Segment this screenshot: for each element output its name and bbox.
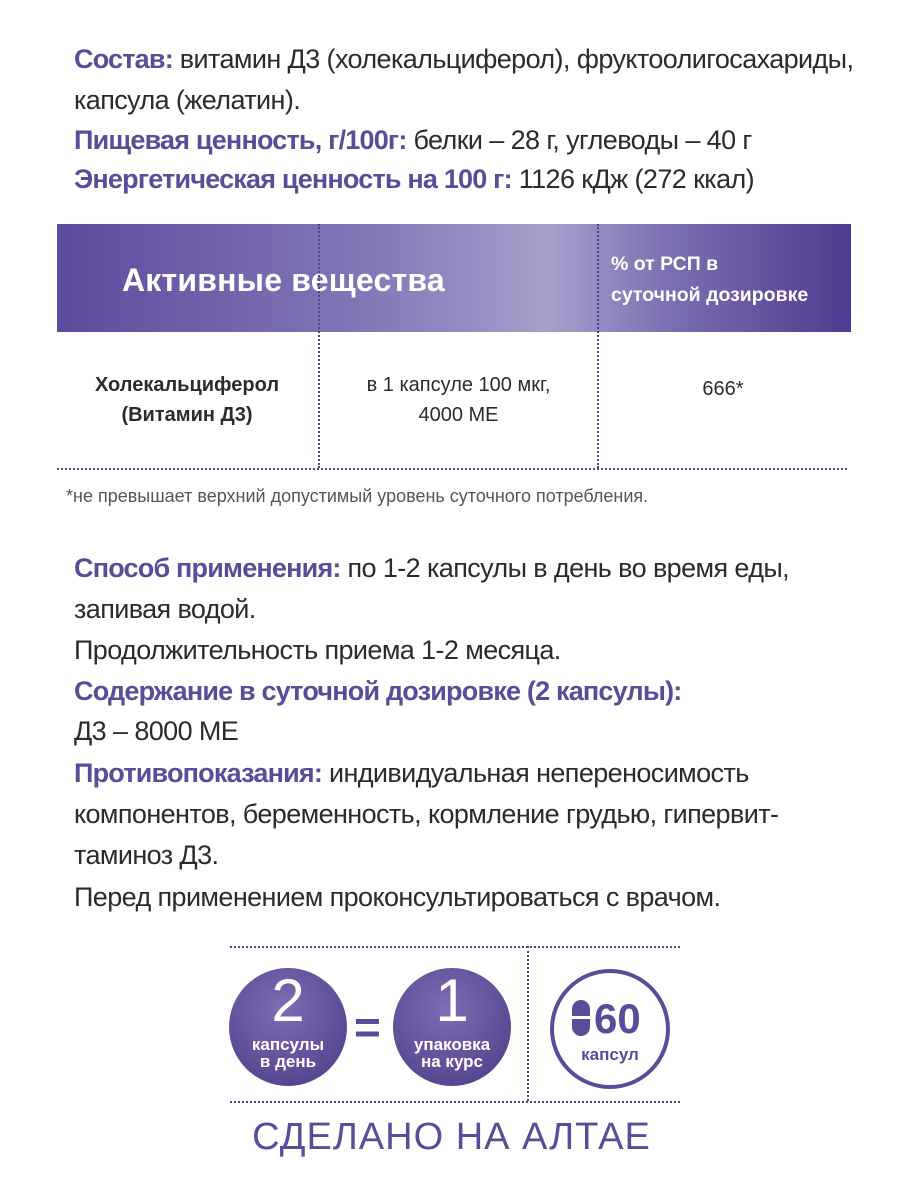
contra-text-2: компонентов, беременность, кормление грудью, гипервит- <box>74 799 779 829</box>
composition-label: Состав: <box>74 44 173 74</box>
table-header-pct-line-1: % от РСП в <box>611 253 719 275</box>
table-footnote: *не превышает верхний допустимый уровень суточного потребления. <box>66 486 649 506</box>
daily-label: Содержание в суточной дозировке (2 капсулы): <box>74 676 682 706</box>
table-divider-1 <box>318 224 320 468</box>
energy-line <box>74 162 754 196</box>
energy-label: Энергетическая ценность на 100 г: <box>74 164 512 194</box>
contra-text-3: таминоз Д3. <box>74 840 219 870</box>
table-header-band <box>57 224 851 332</box>
equals-sign: = <box>354 1001 381 1053</box>
composition-text-1: витамин Д3 (холекальциферол), фруктоолигосахариды, <box>172 44 854 74</box>
daily-value: Д3 – 8000 МЕ <box>74 716 239 746</box>
capsule-icon <box>572 1000 590 1036</box>
table-cell-name-line-1: Холекальциферол <box>94 374 280 396</box>
table-bottom-divider <box>57 468 847 470</box>
table-cell-amount-line-1: в 1 капсуле 100 мкг, <box>366 374 551 396</box>
nutrition-text: белки – 28 г, углеводы – 40 г <box>406 125 752 155</box>
table-cell-amount-line-2: 4000 МЕ <box>418 404 499 426</box>
table-cell-pct: 666* <box>702 378 744 400</box>
capsule-count-text: капсул <box>581 1045 639 1064</box>
capsule-count-badge <box>550 969 670 1089</box>
table-header-active: Активные вещества <box>122 262 445 298</box>
usage-duration: Продолжительность приема 1-2 месяца. <box>74 635 561 665</box>
contra-text-1: индивидуальная непереносимость <box>322 758 749 788</box>
energy-text: 1126 кДж (272 ккал) <box>511 164 755 194</box>
badges-top-divider <box>230 946 680 948</box>
composition-line-1 <box>74 42 853 76</box>
table-divider-2 <box>597 224 599 468</box>
capsules-per-day-badge <box>229 968 347 1086</box>
table-header-pct <box>611 249 808 311</box>
nutrition-line <box>74 123 752 157</box>
usage-text-2: запивая водой. <box>74 594 256 624</box>
contra-label: Противопоказания: <box>74 758 323 788</box>
usage-line-1 <box>74 551 789 585</box>
table-header-pct-line-2: суточной дозировке <box>611 284 809 306</box>
pack-per-course-number: 1 <box>435 967 469 1034</box>
table-cell-name-line-2: (Витамин Д3) <box>121 404 253 426</box>
badges-bottom-divider <box>230 1101 680 1103</box>
pack-per-course-text: упаковка на курс <box>413 1035 491 1071</box>
contra-consult: Перед применением проконсультироваться с врачом. <box>74 882 721 912</box>
nutrition-label: Пищевая ценность, г/100г: <box>74 125 407 155</box>
table-cell-amount <box>320 370 597 430</box>
usage-label: Способ применения: <box>74 553 341 583</box>
usage-text-1: по 1-2 капсулы в день во время еды, <box>340 553 790 583</box>
composition-text-2: капсула (желатин). <box>74 85 301 115</box>
capsules-per-day-number: 2 <box>271 967 305 1034</box>
badges-vertical-divider <box>527 946 529 1101</box>
pack-per-course-badge <box>393 968 511 1086</box>
table-cell-name <box>57 370 317 430</box>
made-in-altai: СДЕЛАНО НА АЛТАЕ <box>252 1116 651 1158</box>
capsule-count-number: 60 <box>594 995 641 1042</box>
capsules-per-day-text: капсулы в день <box>251 1035 325 1071</box>
contra-line-1 <box>74 756 749 790</box>
